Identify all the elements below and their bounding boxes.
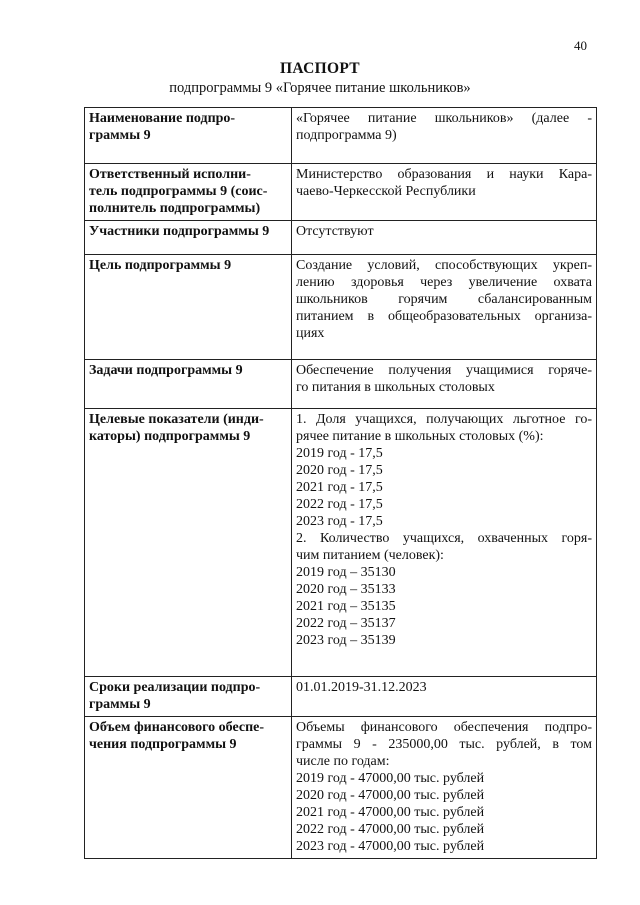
value-line: чаево-Черкесской Республики (296, 184, 476, 199)
value-line: 1. Доля учащихся, получающих льготное го- (296, 412, 592, 427)
row-value (292, 255, 597, 360)
row-value (292, 164, 597, 221)
table-row (85, 409, 597, 677)
row-label (85, 409, 292, 677)
document-title: ПАСПОРТ (280, 60, 360, 77)
value-line: 2020 год - 47000,00 тыс. рублей (296, 788, 485, 803)
label-line: полнитель подпрограммы) (89, 201, 261, 216)
label-line: каторы) подпрограммы 9 (89, 429, 251, 444)
value-line: 2023 год - 47000,00 тыс. рублей (296, 839, 485, 854)
value-line: Объемы финансового обеспечения подпро- (296, 720, 592, 735)
value-line: 2020 год - 17,5 (296, 463, 383, 478)
value-line: 2022 год - 17,5 (296, 497, 383, 512)
value-line: 2. Количество учащихся, охваченных горя- (296, 531, 592, 546)
value-line: 2019 год - 47000,00 тыс. рублей (296, 771, 485, 786)
value-line: Отсутствуют (296, 224, 374, 239)
value-line: Министерство образования и науки Кара- (296, 167, 592, 182)
value-line: 2019 год – 35130 (296, 565, 396, 580)
label-line: Задачи подпрограммы 9 (89, 363, 243, 378)
value-line: граммы 9 - 235000,00 тыс. рублей, в том (296, 737, 592, 752)
table-row (85, 255, 597, 360)
value-line: 2023 год – 35139 (296, 633, 396, 648)
row-value (292, 677, 597, 717)
value-line: 2019 год - 17,5 (296, 446, 383, 461)
table-row (85, 108, 597, 164)
label-line: Объем финансового обеспе- (89, 720, 265, 735)
passport-table (84, 107, 597, 859)
value-line: 2020 год – 35133 (296, 582, 396, 597)
label-line: Наименование подпро- (89, 111, 236, 126)
table-row (85, 717, 597, 859)
label-line: Ответственный исполни- (89, 167, 251, 182)
value-line: циях (296, 326, 325, 341)
label-line: Участники подпрограммы 9 (89, 224, 270, 239)
row-value (292, 360, 597, 409)
table-row (85, 677, 597, 717)
label-line: граммы 9 (89, 697, 151, 712)
row-label (85, 221, 292, 255)
label-line: тель подпрограммы 9 (соис- (89, 184, 268, 199)
value-line: Создание условий, способствующих укреп- (296, 258, 592, 273)
row-label (85, 255, 292, 360)
value-line: 2021 год - 47000,00 тыс. рублей (296, 805, 485, 820)
label-line: Целевые показатели (инди- (89, 412, 264, 427)
value-line: 2023 год - 17,5 (296, 514, 383, 529)
value-line: подпрограмма 9) (296, 128, 397, 143)
row-value (292, 221, 597, 255)
row-label (85, 717, 292, 859)
table-row (85, 221, 597, 255)
value-line: го питания в школьных столовых (296, 380, 495, 395)
value-line: чим питанием (человек): (296, 548, 444, 563)
table-row (85, 360, 597, 409)
label-line: Сроки реализации подпро- (89, 680, 261, 695)
row-label (85, 360, 292, 409)
label-line: чения подпрограммы 9 (89, 737, 237, 752)
value-line: рячее питание в школьных столовых (%): (296, 429, 544, 444)
value-line: 2021 год - 17,5 (296, 480, 383, 495)
value-line: числе по годам: (296, 754, 390, 769)
document-subtitle: подпрограммы 9 «Горячее питание школьников» (169, 80, 471, 96)
row-label (85, 164, 292, 221)
value-line: школьников горячим сбалансированным (296, 292, 592, 307)
row-value (292, 717, 597, 859)
value-line: лению здоровья через увеличение охвата (296, 275, 592, 290)
row-value (292, 108, 597, 164)
value-line: 01.01.2019-31.12.2023 (296, 680, 427, 695)
table-row (85, 164, 597, 221)
value-line: 2022 год – 35137 (296, 616, 396, 631)
value-line: 2022 год - 47000,00 тыс. рублей (296, 822, 485, 837)
row-label (85, 108, 292, 164)
label-line: граммы 9 (89, 128, 151, 143)
value-line: 2021 год – 35135 (296, 599, 396, 614)
value-line: питанием в общеобразовательных организа- (296, 309, 592, 324)
value-line: «Горячее питание школьников» (далее - (296, 111, 592, 126)
page-number: 40 (574, 38, 587, 53)
label-line: Цель подпрограммы 9 (89, 258, 232, 273)
row-value (292, 409, 597, 677)
value-line: Обеспечение получения учащимися горяче- (296, 363, 592, 378)
row-label (85, 677, 292, 717)
